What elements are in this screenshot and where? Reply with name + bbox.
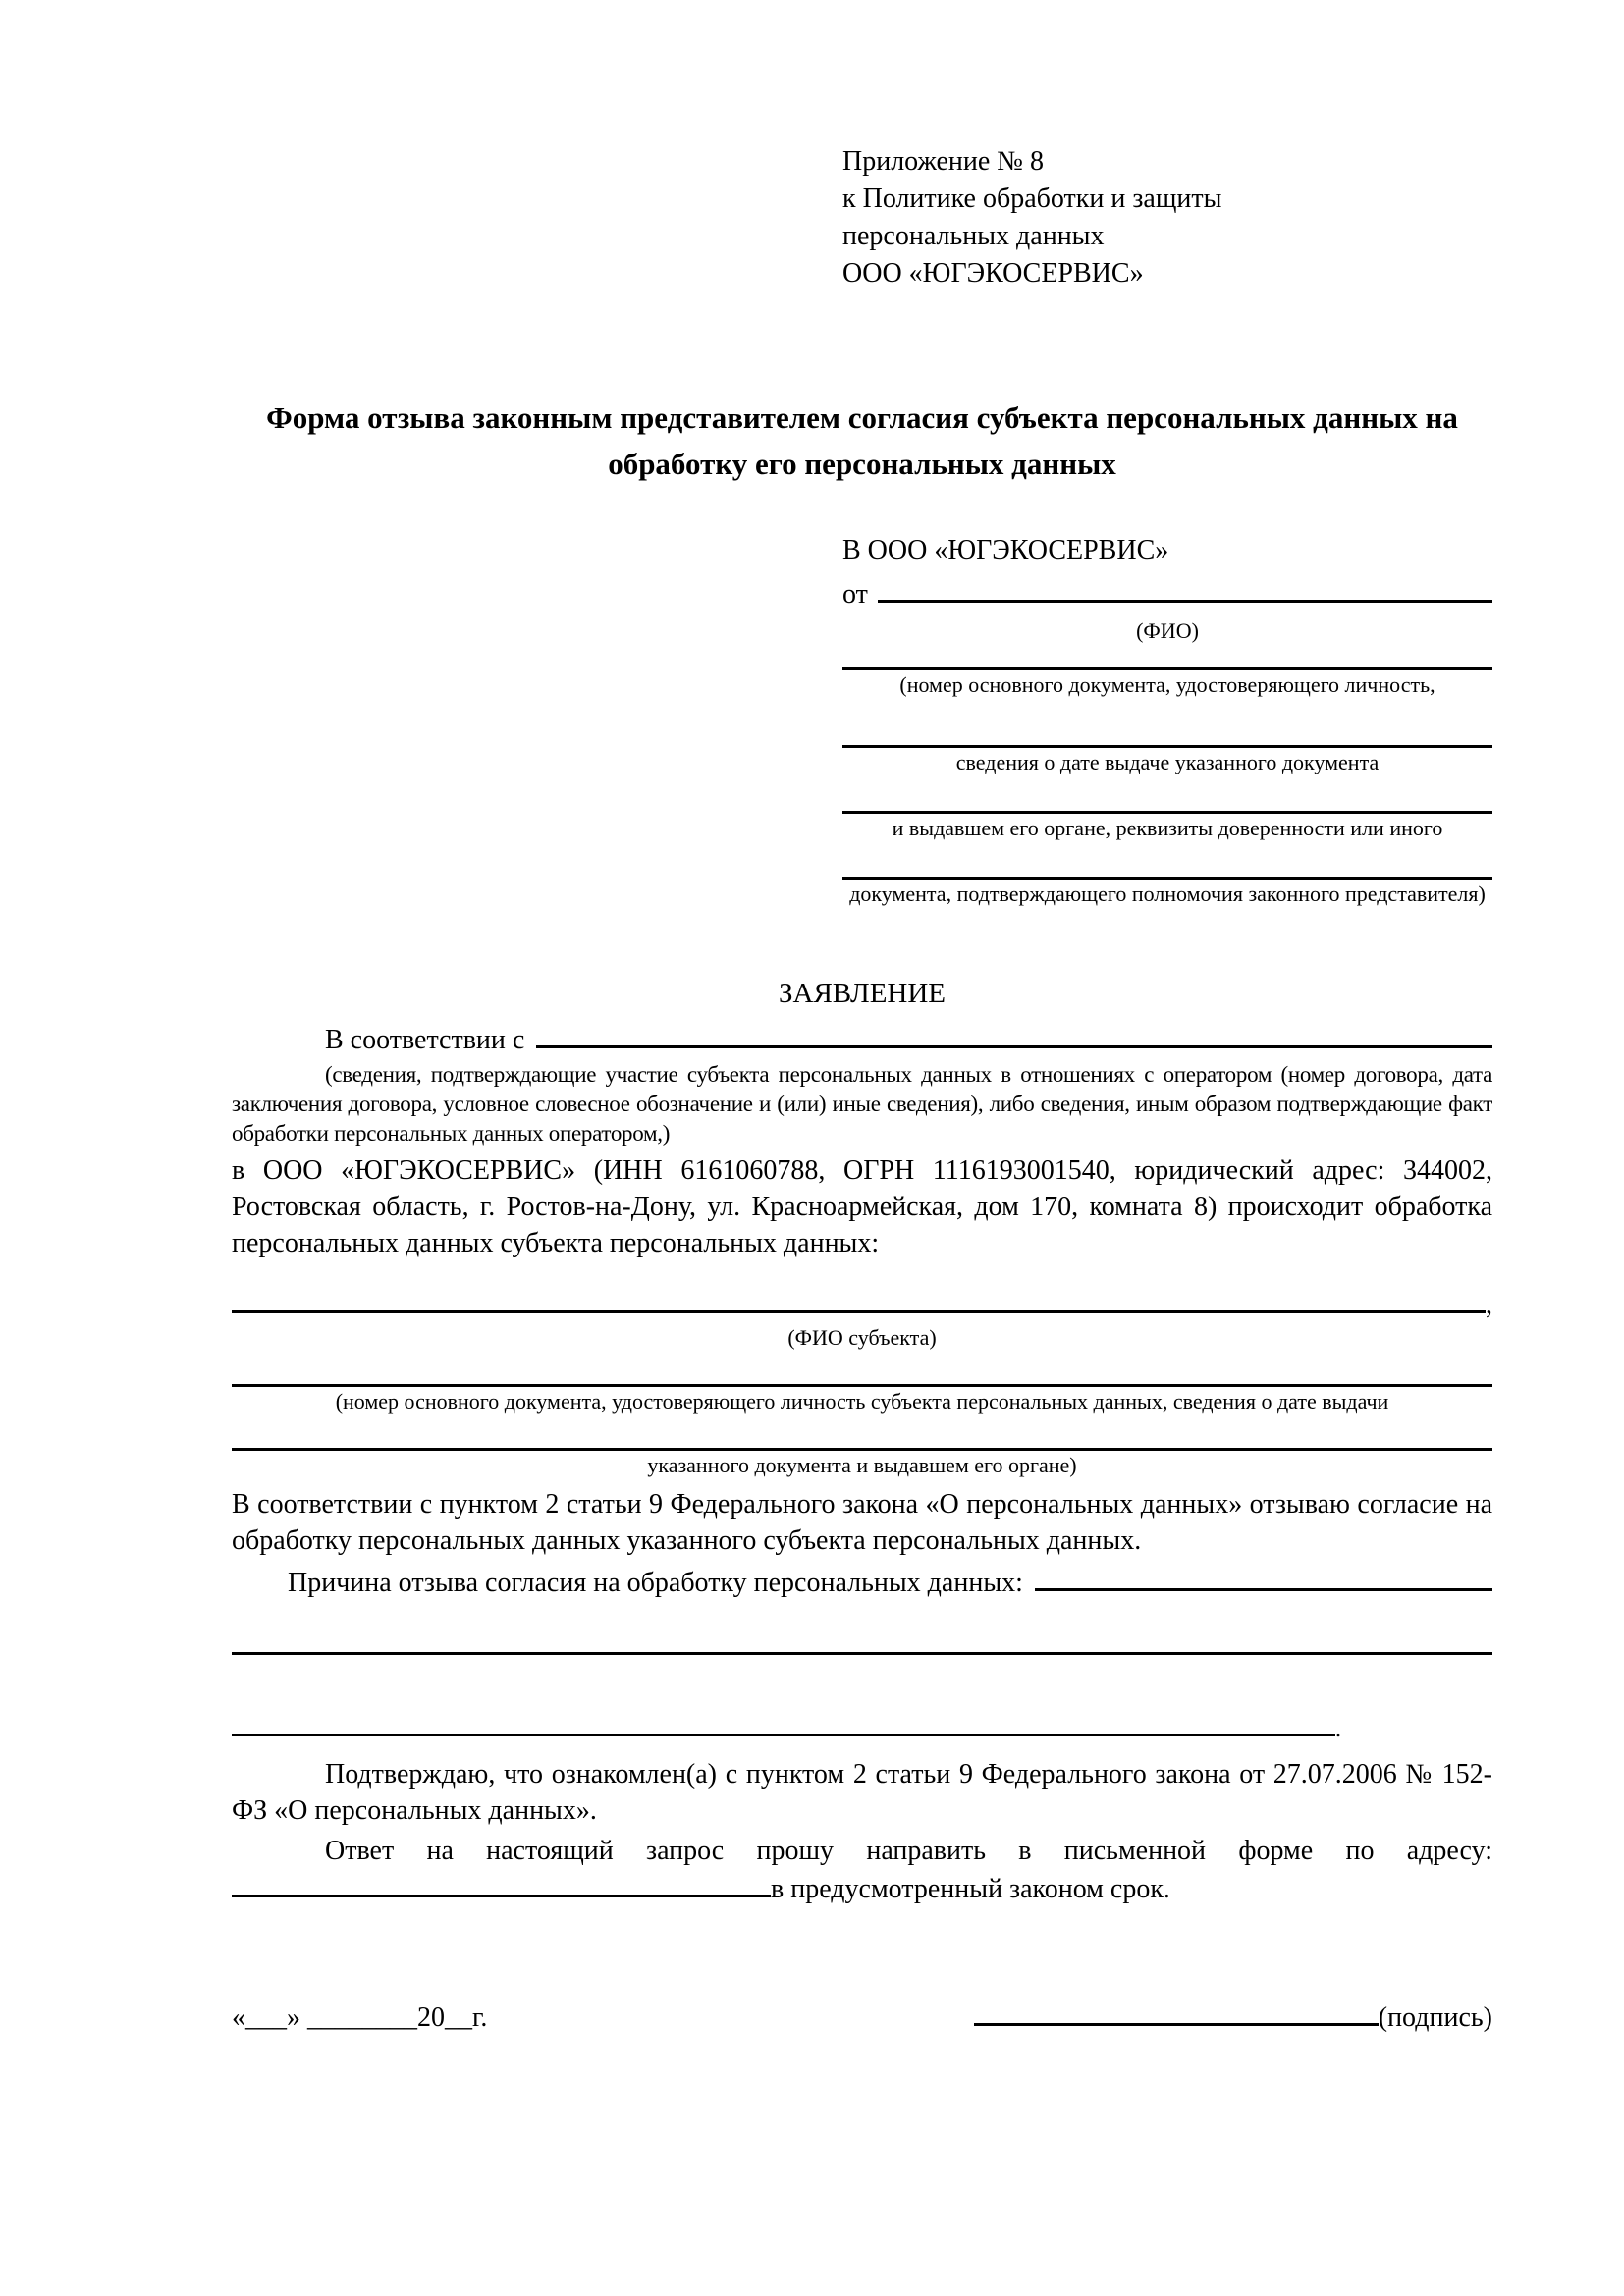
statement-heading: ЗАЯВЛЕНИЕ xyxy=(778,978,947,1009)
reply-request-line2: в предусмотренный законом срок. xyxy=(771,1874,1170,1904)
fill-line-subject-fio xyxy=(232,1285,1486,1313)
appendix-header-line-2: к Политике обработки и защиты xyxy=(842,184,1222,214)
date-line: «___» ________20__г. xyxy=(232,2002,488,2033)
subject-doc-caption-1: (номер основного документа, удостоверяющего личность субъекта персональных данных, сведения о дате выдачи xyxy=(335,1389,1389,1414)
comma-after-subject-line: , xyxy=(1486,1290,1492,1320)
subject-fio-caption: (ФИО субъекта) xyxy=(787,1325,937,1350)
statement-intro-row xyxy=(232,1020,1492,1058)
fill-line-signature xyxy=(974,1998,1379,2026)
addressee-from-row xyxy=(842,572,1492,616)
fill-line-reason-start xyxy=(1035,1563,1492,1591)
appendix-header-line-1: Приложение № 8 xyxy=(842,146,1044,177)
fill-line-doc-number xyxy=(842,667,1492,670)
fill-line-doc-issuer xyxy=(842,811,1492,814)
fill-line-subject-doc xyxy=(232,1384,1492,1387)
appendix-header xyxy=(842,143,1492,293)
signature-group xyxy=(974,1998,1492,2036)
fill-line-reason-cont-2 xyxy=(232,1708,1335,1736)
fill-line-reply-address xyxy=(232,1869,771,1897)
reason-cont-2-row xyxy=(232,1708,1492,1746)
reason-label: Причина отзыва согласия на обработку персональных данных: xyxy=(288,1568,1023,1598)
subject-doc-caption-2: указанного документа и выдавшем его органе) xyxy=(647,1453,1077,1477)
subject-fio-fill-row xyxy=(232,1285,1492,1323)
addressee-to: В ООО «ЮГЭКОСЕРВИС» xyxy=(842,535,1169,565)
fill-line-doc-issue-date xyxy=(842,745,1492,748)
operator-paragraph: в ООО «ЮГЭКОСЕРВИС» (ИНН 6161060788, ОГРН 1116193001540, юридический адрес: 344002, Ростовская область, г. Ростов-на-Дону, ул. Красноармейская, дом 170, комната 8) происходит обработка персональных данных субъекта персональных данных: xyxy=(232,1155,1492,1258)
footer-row xyxy=(232,1998,1492,2036)
document-title: Форма отзыва законным представителем согласия субъекта персональных данных на обработку его персональных данных xyxy=(266,400,1458,481)
fio-caption: (ФИО) xyxy=(1136,618,1199,643)
fill-line-reason-cont-1 xyxy=(232,1652,1492,1655)
fill-line-authority-doc xyxy=(842,877,1492,880)
doc-issuer-caption: и выдавшем его органе, реквизиты доверенности или иного xyxy=(892,816,1443,840)
authority-doc-caption: документа, подтверждающего полномочия законного представителя) xyxy=(849,881,1486,906)
acknowledgement-paragraph: Подтверждаю, что ознакомлен(а) с пунктом 2 статьи 9 Федерального закона от 27.07.2006 № 152-ФЗ «О персональных данных». xyxy=(232,1759,1492,1826)
doc-issue-date-caption: сведения о дате выдаче указанного документа xyxy=(955,750,1380,774)
addressee-block xyxy=(842,528,1492,907)
reply-address-row xyxy=(232,1869,1492,1907)
doc-number-caption: (номер основного документа, удостоверяющего личность, xyxy=(899,672,1435,697)
withdrawal-paragraph: В соответствии с пунктом 2 статьи 9 Федерального закона «О персональных данных» отзываю согласие на обработку персональных данных указанного субъекта персональных данных. xyxy=(232,1489,1492,1556)
reason-row xyxy=(232,1563,1492,1601)
signature-caption: (подпись) xyxy=(1378,2002,1492,2033)
fill-line-representative-fio xyxy=(878,574,1492,603)
intro-prefix: В соответствии с xyxy=(325,1025,525,1055)
intro-caption: (сведения, подтверждающие участие субъекта персональных данных в отношениях с оператором (номер договора, дата заключения договора, условное словесное обозначение и (или) иные сведения), либо сведения, иным образом подтверждающие факт обработки персональных данных оператором,) xyxy=(232,1062,1492,1146)
period-after-blank: . xyxy=(1334,1713,1342,1743)
fill-line-subject-doc-issuer xyxy=(232,1448,1492,1451)
appendix-header-line-3: персональных данных xyxy=(842,221,1105,251)
fill-line-relation-info xyxy=(536,1020,1492,1048)
from-label: от xyxy=(842,579,868,610)
reply-request-line1: Ответ на настоящий запрос прошу направить в письменной форме по адресу: xyxy=(325,1836,1492,1866)
appendix-header-line-4: ООО «ЮГЭКОСЕРВИС» xyxy=(842,258,1144,289)
